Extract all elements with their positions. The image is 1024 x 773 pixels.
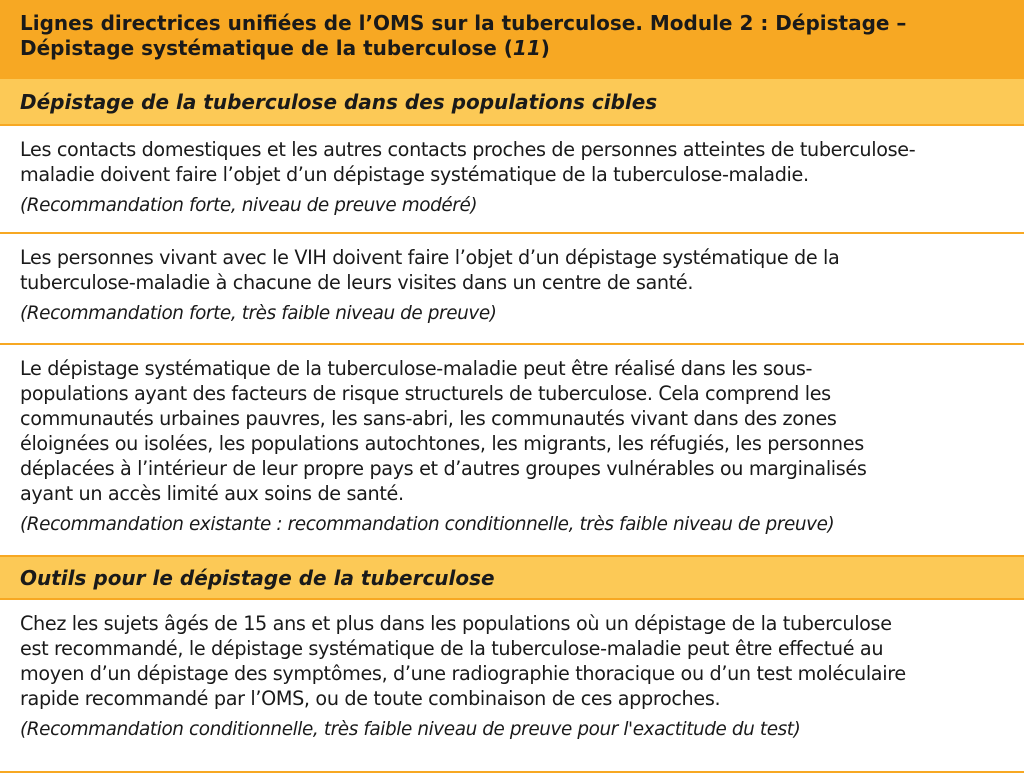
title-reference-number: 11 [512,36,541,60]
recommendation-text-line: communautés urbaines pauvres, les sans-abri, les communautés vivant dans des zones [20,407,837,430]
title-close-paren: ) [540,36,550,60]
recommendation-text-line: moyen d’un dépistage des symptômes, d’une radiographie thoracique ou d’un test moléculaire [20,662,906,685]
recommendation-text [20,245,1004,295]
recommendation-text-line: éloignées ou isolées, les populations autochtones, les migrants, les réfugiés, les personnes [20,432,864,455]
recommendation-text-line: Le dépistage systématique de la tuberculose-maladie peut être réalisé dans les sous- [20,357,813,380]
recommendation-text-line: ayant un accès limité aux soins de santé. [20,482,404,505]
title-line-2 [20,36,1004,61]
title-line-1: Lignes directrices unifiées de l’OMS sur la tuberculose. Module 2 : Dépistage – [20,11,907,35]
recommendation-text-line: tuberculose-maladie à chacune de leurs visites dans un centre de santé. [20,271,694,294]
recommendation-text [20,356,1004,506]
recommendation-text-line: maladie doivent faire l’objet d’un dépistage systématique de la tuberculose-maladie. [20,163,809,186]
recommendation-text-line: Les contacts domestiques et les autres contacts proches de personnes atteintes de tuberculose- [20,138,916,161]
recommendation-text-line: Les personnes vivant avec le VIH doivent faire l’objet d’un dépistage systématique de la [20,246,840,269]
section-heading-target-populations: Dépistage de la tuberculose dans des populations cibles [0,79,1024,126]
recommendation-text-line: rapide recommandé par l’OMS, ou de toute combinaison de ces approches. [20,687,721,710]
recommendation-strength: (Recommandation forte, très faible niveau de preuve) [20,303,497,324]
recommendation-text [20,611,1004,711]
recommendation-household-contacts [0,126,1024,234]
box-title [0,0,1024,79]
recommendation-hiv [0,234,1024,345]
section-heading-screening-tools: Outils pour le dépistage de la tuberculose [0,557,1024,600]
recommendation-text-line: populations ayant des facteurs de risque structurels de tuberculose. Cela comprend les [20,382,831,405]
recommendation-strength: (Recommandation existante : recommandation conditionnelle, très faible niveau de preuve) [20,514,835,535]
recommendation-structural-risk [0,345,1024,557]
recommendation-strength: (Recommandation forte, niveau de preuve modéré) [20,195,478,216]
recommendation-text-line: déplacées à l’intérieur de leur propre pays et d’autres groupes vulnérables ou marginalisés [20,457,867,480]
recommendation-text-line: est recommandé, le dépistage systématique de la tuberculose-maladie peut être effectué au [20,637,884,660]
recommendation-text [20,137,1004,187]
recommendation-strength: (Recommandation conditionnelle, très faible niveau de preuve pour l'exactitude du test) [20,719,801,740]
recommendation-text-line: Chez les sujets âgés de 15 ans et plus dans les populations où un dépistage de la tuberculose [20,612,892,635]
recommendation-screening-tools [0,600,1024,773]
title-line-2-text: Dépistage systématique de la tuberculose ( [20,36,513,60]
